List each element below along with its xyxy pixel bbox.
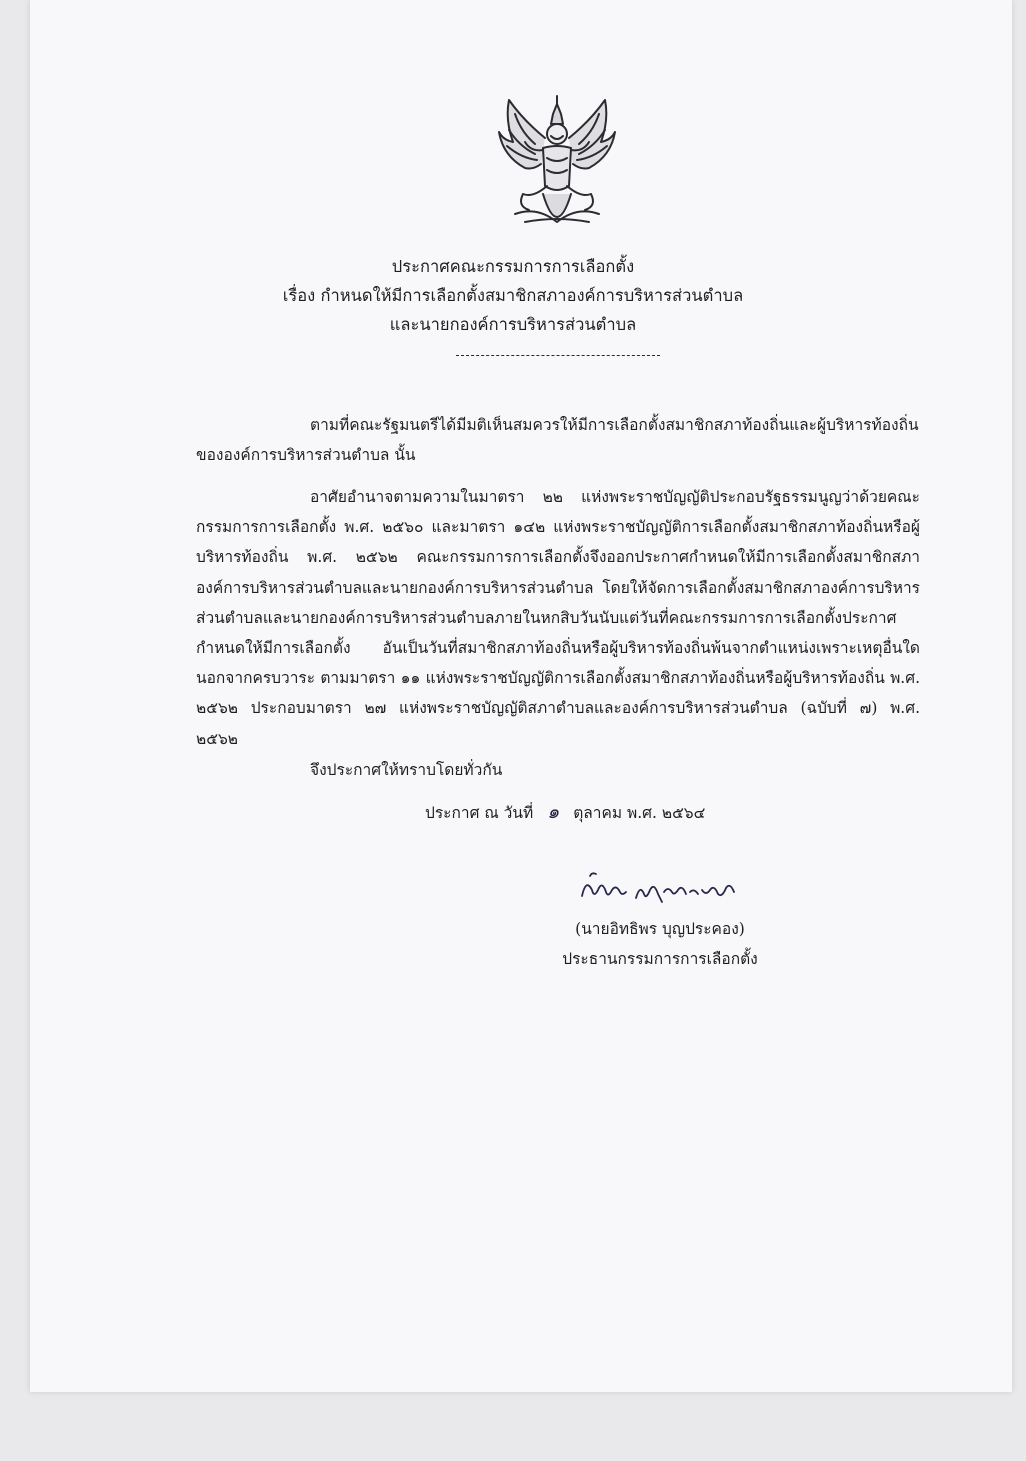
garuda-emblem-icon <box>495 90 619 242</box>
date-month-year: ตุลาคม พ.ศ. ๒๕๖๔ <box>573 804 706 822</box>
paragraph-authority: อาศัยอำนาจตามความในมาตรา ๒๒ แห่งพระราชบัญญัติประกอบรัฐธรรมนูญว่าด้วยคณะกรรมการการเลือกตั้ง พ.ศ. ๒๕๖๐ และมาตรา ๑๔๒ แห่งพระราชบัญญัติการเลือกตั้งสมาชิกสภาท้องถิ่นหรือผู้บริหารท้องถิ่น พ.ศ. ๒๕๖๒ คณะกรรมการการเลือกตั้งจึงออกประกาศกำหนดให้มีการเลือกตั้งสมาชิกสภาองค์การบริหารส่วนตำบลและนายกองค์การบริหารส่วนตำบล โดยให้จัดการเลือกตั้งสมาชิกสภาองค์การบริหารส่วนตำบลและนายกองค์การบริหารส่วนตำบลภายในหกสิบวันนับแต่วันที่คณะกรรมการการเลือกตั้งประกาศกำหนดให้มีการเลือกตั้ง อันเป็นวันที่สมาชิกสภาท้องถิ่นหรือผู้บริหารท้องถิ่นพ้นจากตำแหน่งเพราะเหตุอื่นใดนอกจากครบวาระ ตามมาตรา ๑๑ แห่งพระราชบัญญัติการเลือกตั้งสมาชิกสภาท้องถิ่นหรือผู้บริหารท้องถิ่น พ.ศ. ๒๕๖๒ ประกอบมาตรา ๒๗ แห่งพระราชบัญญัติสภาตำบลและองค์การบริหารส่วนตำบล (ฉบับที่ ๗) พ.ศ. ๒๕๖๒ <box>196 488 920 748</box>
date-day: ๑ <box>547 801 560 823</box>
date-prefix: ประกาศ ณ วันที่ <box>425 804 534 822</box>
closing-statement: จึงประกาศให้ทราบโดยทั่วกัน <box>310 761 503 779</box>
dashed-divider <box>456 355 660 356</box>
document-header <box>0 252 1026 339</box>
subject-line: เรื่อง กำหนดให้มีการเลือกตั้งสมาชิกสภาองค์การบริหารส่วนตำบล <box>282 286 744 305</box>
signature-block <box>545 914 775 974</box>
paragraph-preamble: ตามที่คณะรัฐมนตรีได้มีมติเห็นสมควรให้มีการเลือกตั้งสมาชิกสภาท้องถิ่นและผู้บริหารท้องถิ่นขององค์การบริหารส่วนตำบล นั้น <box>196 416 919 465</box>
handwritten-signature <box>578 868 748 908</box>
subject-line-continued: และนายกองค์การบริหารส่วนตำบล <box>389 315 637 334</box>
signer-position: ประธานกรรมการการเลือกตั้ง <box>562 950 758 968</box>
announcement-title: ประกาศคณะกรรมการการเลือกตั้ง <box>391 257 635 276</box>
signer-name: (นายอิทธิพร บุญประคอง) <box>575 920 745 938</box>
announcement-date <box>425 797 705 828</box>
